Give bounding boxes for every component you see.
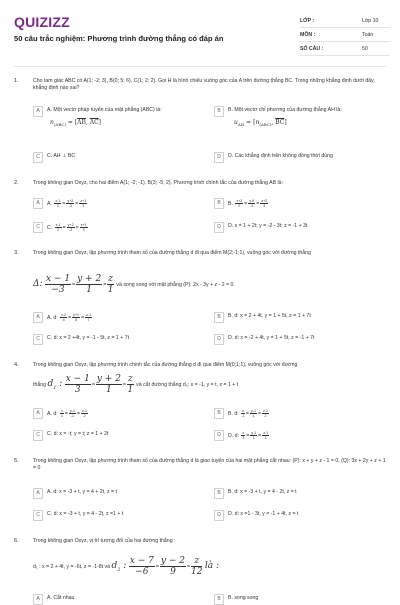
question-text: Trong không gian Oxyz, lập phương trình tham số của đường thẳng d là giao tuyến của hai mặt phẳng cắt nhau: (P): x + y + z - 1 = 0, (Q): 3x + 2y + z + 1 = 0 — [33, 458, 386, 472]
option-a[interactable] — [33, 106, 205, 117]
question-number: 6. — [14, 538, 19, 544]
option-letter: A — [33, 106, 43, 117]
option-a[interactable] — [33, 198, 205, 209]
document-header — [0, 0, 400, 62]
meta-row-class — [300, 14, 390, 28]
option-text: D. Các khẳng định trên không đồng thời đúng — [228, 153, 333, 159]
question-4 — [14, 362, 390, 452]
formula-a: $n_{(ABC)} = [\overline{AB}$, $\overline{AC}$] — [50, 119, 102, 128]
option-d[interactable] — [214, 152, 386, 163]
line-d1: thẳng $d_1$ : $\frac{x - 1}{3}$ = $\frac{y + 2}{1}$ = $\frac{z}{1}$ và cắt đường thẳng d₂: x = -1, y = t, z = 1 + t — [33, 374, 239, 395]
meta-value: 50 — [362, 45, 368, 52]
question-2 — [14, 180, 390, 238]
option-a[interactable] — [33, 408, 205, 419]
option-text: B. d: x = 2 + 4t, y = 1 + 5t, z = 1 + 7t — [228, 313, 311, 319]
option-text: A. d: $\frac{x-2}{4}$ = $\frac{y+1}{5}$ = $\frac{z-1}{7}$ — [47, 313, 92, 322]
option-text: A. Cắt nhau — [47, 595, 75, 601]
option-letter: B — [214, 488, 224, 499]
option-c[interactable] — [33, 222, 205, 233]
option-letter: C — [33, 430, 43, 441]
option-text: D. x = 1 + 2t; y = -2 - 3t; z = -1 + 3t — [228, 223, 308, 229]
option-letter: B — [214, 594, 224, 605]
option-letter: D — [214, 222, 224, 233]
option-text: A. $\frac{x-1}{2}$ = $\frac{y+2}{-3}$ = $\frac{z+1}{3}$ — [47, 199, 87, 208]
option-text: D. d: x = -2 + 4t, y = 1 + 5t, z = -1 + 7t — [228, 335, 315, 341]
option-text: A. d: x = -3 + t, y = 4 + 2t, z = t — [47, 489, 117, 495]
meta-table — [300, 14, 390, 56]
option-a[interactable] — [33, 312, 205, 323]
option-b[interactable] — [214, 106, 386, 117]
option-text: A. d: $\frac{x}{1}$ = $\frac{y-1}{-1}$ = $\frac{z-1}{2}$ — [47, 409, 87, 418]
option-letter: B — [214, 408, 224, 419]
option-letter: D — [214, 152, 224, 163]
option-b[interactable] — [214, 312, 386, 323]
option-c[interactable] — [33, 510, 205, 521]
option-text: C. d: x = -3 + t, y = 4 - 2t, z =1 + t — [47, 511, 124, 517]
option-d[interactable] — [214, 334, 386, 345]
formula-b: $u_{AH} = [n_{(ABC)}$, $\overline{BC}$] — [234, 119, 287, 128]
option-letter: B — [214, 312, 224, 323]
option-letter: A — [33, 198, 43, 209]
option-text: C. d: x = 2 +4t, y = -1 - 5t, z = 1 + 7t — [47, 335, 130, 341]
option-letter: A — [33, 594, 43, 605]
option-text: B. d: x = -3 + t, y = 4 - 2t, z = t — [228, 489, 297, 495]
option-text: B. $\frac{x+3}{2}$ = $\frac{y-5}{-3}$ = $\frac{z+2}{3}$ — [228, 199, 268, 208]
option-text: D. d: x =1 - 3t, y = -1 + 4t, z = t — [228, 511, 299, 517]
meta-key: LỚP : — [300, 17, 315, 24]
option-text: D. d: $\frac{x}{3}$ = $\frac{y-1}{1}$ = $\frac{z-1}{1}$ — [228, 431, 269, 440]
question-1 — [14, 78, 390, 168]
page-title: 50 câu trắc nghiệm: Phương trình đường thẳng có đáp án — [14, 34, 224, 43]
option-a[interactable] — [33, 488, 205, 499]
option-letter: D — [214, 334, 224, 345]
question-number: 4. — [14, 362, 19, 368]
option-c[interactable] — [33, 334, 205, 345]
question-number: 3. — [14, 250, 19, 256]
question-5 — [14, 458, 390, 524]
option-b[interactable] — [214, 198, 386, 209]
option-d[interactable] — [214, 430, 386, 441]
meta-value: Lớp 10 — [362, 17, 379, 24]
meta-key: SỐ CÂU : — [300, 45, 324, 52]
option-letter: C — [33, 510, 43, 521]
option-text: B. d: $\frac{x}{-1}$ = $\frac{y-1}{1}$ = $\frac{z-1}{2}$ — [228, 409, 268, 418]
question-text: Cho tam giác ABC có A(1; -2; 3), B(0; 5; 6), C(1; 2; 2). Gọi H là hình chiếu vuông góc của A trên đường thẳng BC. Trong những khẳng định dưới đây, khẳng định nào sai? — [33, 78, 375, 92]
quizizz-logo: QUIZIZZ — [14, 14, 70, 30]
option-text: C. $\frac{x-1}{2}$ = $\frac{y+2}{-3}$ = $\frac{z+1}{3}$ — [47, 223, 87, 232]
question-text: Trong không gian Oxyz, vị trí tương đối của hai đường thẳng : — [33, 538, 176, 544]
option-d[interactable] — [214, 222, 386, 233]
option-letter: C — [33, 222, 43, 233]
question-text: Trong không gian Oxyz, lập phương trình tham số của đường thẳng d đi qua điểm M(2;-1;1), vuông góc với đường thẳng — [33, 250, 311, 256]
meta-row-count — [300, 42, 390, 56]
option-letter: C — [33, 152, 43, 163]
question-3 — [14, 250, 390, 350]
option-text: B. song song — [228, 595, 259, 601]
option-c[interactable] — [33, 152, 205, 163]
option-text: C. d: x = -t; y = t; z = 1 + 2t — [47, 431, 109, 437]
meta-value: Toán — [362, 31, 374, 38]
option-letter: A — [33, 488, 43, 499]
question-text: Trong không gian Oxyz, lập phương trình chính tắc của đường thẳng d đi qua điểm M(0;1;1), vuông góc với đường — [33, 362, 298, 368]
option-letter: D — [214, 430, 224, 441]
line-delta: Δ: $\frac{x - 1}{-3}$ = $\frac{y + 2}{1}$ = $\frac{z}{1}$ và song song với mặt phẳng (P): 2x - 3y + z - 2 = 0. — [33, 274, 235, 295]
question-number: 5. — [14, 458, 19, 464]
meta-row-subject — [300, 28, 390, 42]
option-c[interactable] — [33, 430, 205, 441]
line-d1-d2: d₁ : x = 2 + 4t, y = -6t, z = -1-8t và $d_2$ : $\frac{x - 7}{-6}$ = $\frac{y - 2}{9}$ = $\frac{z}{12}$ là : — [33, 556, 220, 577]
question-6 — [14, 538, 390, 600]
option-letter: A — [33, 408, 43, 419]
option-b[interactable] — [214, 488, 386, 499]
question-number: 2. — [14, 180, 19, 186]
meta-key: MÔN : — [300, 31, 316, 38]
question-number: 1. — [14, 78, 19, 84]
option-letter: B — [214, 106, 224, 117]
option-text: A. Một vectơ pháp tuyến của mặt phẳng (ABC) là: — [47, 107, 162, 113]
option-d[interactable] — [214, 510, 386, 521]
option-letter: C — [33, 334, 43, 345]
header-divider — [14, 66, 386, 67]
option-text: B. Một vectơ chỉ phương của đường thẳng AH là: — [228, 107, 342, 113]
option-text: C. AH ⊥ BC — [47, 153, 76, 159]
option-letter: A — [33, 312, 43, 323]
option-b[interactable] — [214, 408, 386, 419]
question-text: Trong không gian Oxyz, cho hai điểm A(1; -2; -1), B(3; -5; 2). Phương trình chính tắc của đường thẳng AB là: — [33, 180, 284, 186]
option-letter: D — [214, 510, 224, 521]
option-letter: B — [214, 198, 224, 209]
